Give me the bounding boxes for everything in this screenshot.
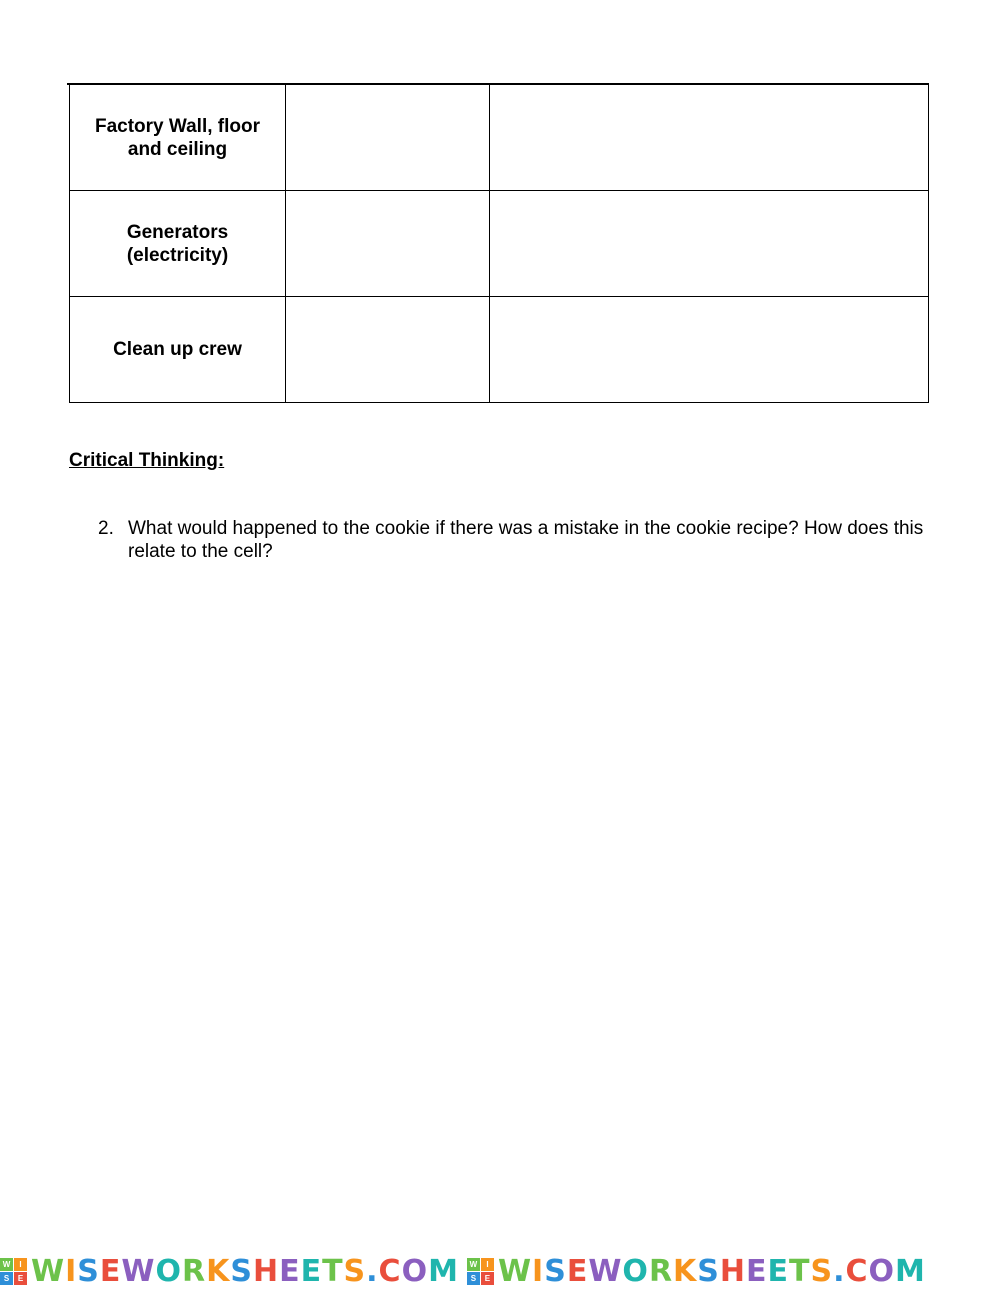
answer-cell[interactable]: [286, 297, 490, 403]
brand-letter: S: [810, 1254, 834, 1289]
brand-letter: .: [366, 1254, 379, 1289]
footer-banner: [0, 1252, 1000, 1291]
row-label-cell: [70, 191, 286, 297]
question-text: What would happened to the cookie if there was a mistake in the cookie recipe? How does this relate to the cell?: [128, 518, 924, 562]
row-label: Clean up crew: [113, 339, 242, 360]
row-label-cell: [70, 85, 286, 191]
brand-letter: C: [378, 1254, 402, 1289]
table-row: [70, 191, 929, 297]
logo-icon: W I S E: [467, 1258, 494, 1285]
brand-letter: H: [252, 1254, 280, 1289]
brand-letter: M: [895, 1254, 926, 1289]
brand-letter: R: [181, 1254, 207, 1289]
brand-letter: T: [322, 1254, 344, 1289]
brand-letter: .: [833, 1254, 846, 1289]
brand-letter: W: [121, 1254, 156, 1289]
brand-letter: I: [65, 1254, 78, 1289]
brand-letter: E: [767, 1254, 790, 1289]
brand-letter: W: [588, 1254, 623, 1289]
brand-letter: I: [532, 1254, 545, 1289]
question-2: [98, 517, 928, 563]
row-label-cell: [70, 297, 286, 403]
brand-letter: W: [497, 1254, 533, 1289]
brand-letter: K: [206, 1254, 231, 1289]
brand-letter: O: [622, 1254, 649, 1289]
explanation-cell[interactable]: [490, 297, 929, 403]
brand-letter: E: [99, 1254, 122, 1289]
critical-thinking-heading: Critical Thinking:: [69, 450, 225, 471]
answer-cell[interactable]: [286, 191, 490, 297]
brand-letter: E: [300, 1254, 323, 1289]
question-number: 2.: [98, 518, 114, 539]
brand-letter: R: [648, 1254, 674, 1289]
brand-wordmark: [31, 1254, 459, 1289]
brand-letter: H: [719, 1254, 747, 1289]
organelle-analogy-table: [69, 84, 929, 403]
brand-letter: C: [845, 1254, 869, 1289]
brand-letter: E: [566, 1254, 589, 1289]
brand-letter: E: [746, 1254, 768, 1289]
brand-letter: O: [155, 1254, 182, 1289]
explanation-cell[interactable]: [490, 85, 929, 191]
brand-letter: W: [31, 1254, 66, 1289]
logo-icon: W I S E: [0, 1258, 27, 1285]
brand-letter: S: [544, 1254, 567, 1289]
brand-letter: O: [401, 1254, 429, 1289]
brand-wordmark: [498, 1254, 926, 1289]
row-label: Factory Wall, floor and ceiling: [94, 115, 261, 160]
table-row: [70, 297, 929, 403]
brand-letter: S: [77, 1254, 100, 1289]
brand-letter: M: [428, 1254, 459, 1289]
brand-letter: O: [868, 1254, 896, 1289]
row-label: Generators (electricity): [126, 221, 229, 266]
brand-logo-unit: [467, 1252, 926, 1291]
explanation-cell[interactable]: [490, 191, 929, 297]
brand-letter: S: [343, 1254, 367, 1289]
brand-letter: T: [789, 1254, 811, 1289]
table-row: [70, 85, 929, 191]
brand-letter: S: [230, 1254, 253, 1289]
brand-letter: E: [279, 1254, 301, 1289]
brand-letter: K: [673, 1254, 698, 1289]
brand-letter: S: [697, 1254, 720, 1289]
brand-logo-unit: [0, 1252, 459, 1291]
answer-cell[interactable]: [286, 85, 490, 191]
